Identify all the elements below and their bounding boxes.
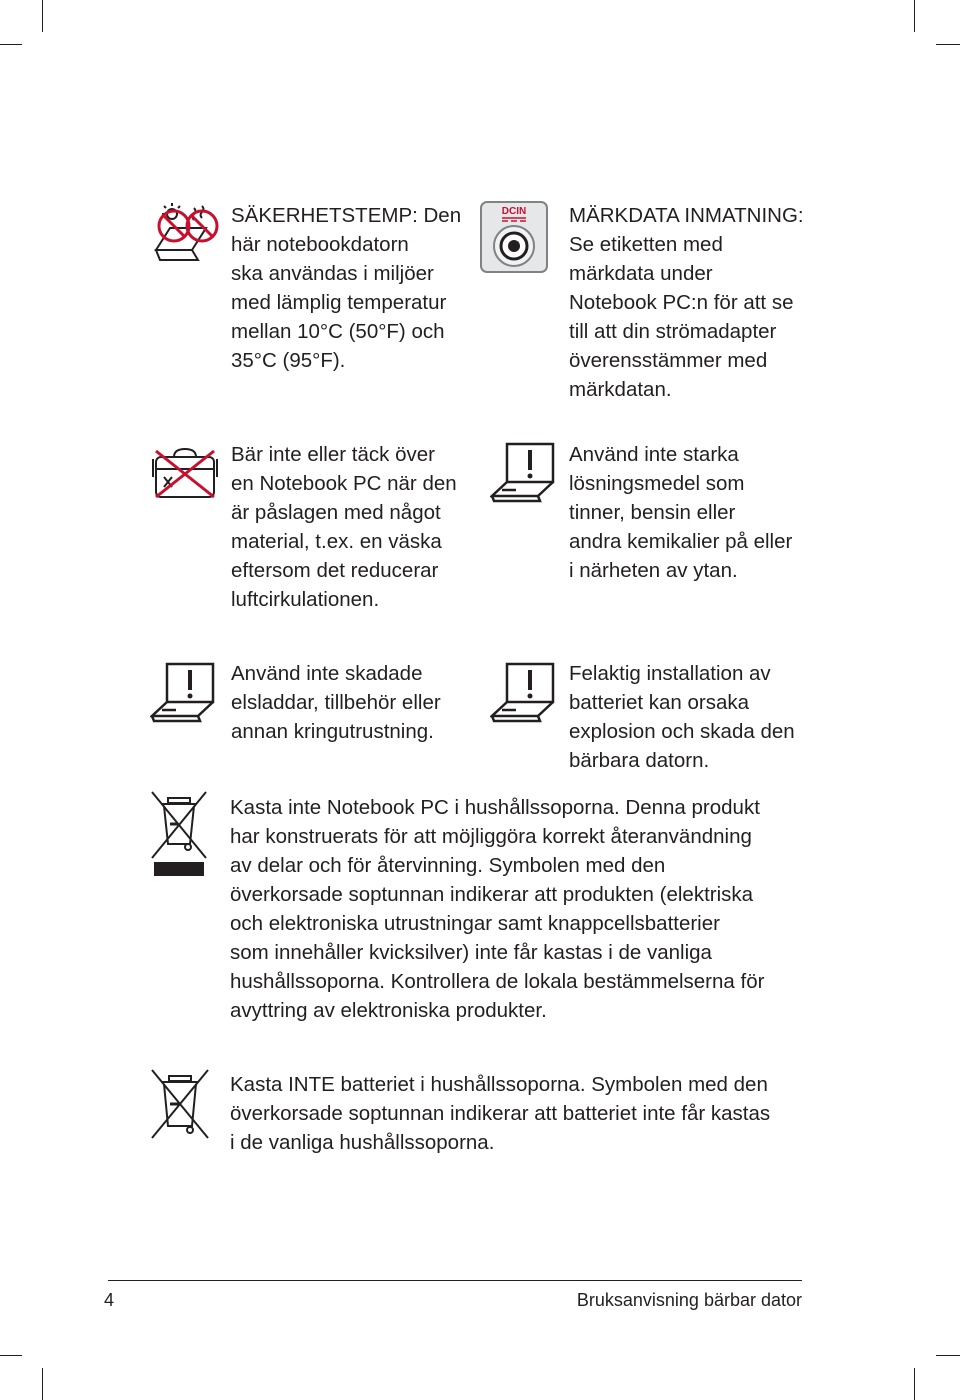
- note-line: elsladdar, tillbehör eller: [231, 691, 441, 714]
- weee-paragraph: [230, 793, 764, 1025]
- laptop-warning-icon: [150, 660, 220, 724]
- rating-note: [569, 201, 804, 404]
- temperature-warning-icon: [150, 200, 224, 272]
- note-line: luftcirkulationen.: [231, 588, 380, 611]
- para-line: överkorsade soptunnan indikerar att batteriet inte får kastas: [230, 1102, 771, 1125]
- dcin-label: DCIN: [501, 206, 527, 217]
- crop-mark: [0, 1355, 22, 1356]
- para-line: av delar och för återvinning. Symbolen med den: [230, 854, 666, 877]
- note-line: med lämplig temperatur: [231, 291, 447, 314]
- para-line: hushållssoporna. Kontrollera de lokala bestämmelserna för: [230, 970, 765, 993]
- crop-mark: [0, 44, 22, 45]
- note-line: ska användas i miljöer: [231, 262, 434, 285]
- note-line: till att din strömadapter: [569, 320, 777, 343]
- note-line: en Notebook PC när den: [231, 472, 457, 495]
- note-line: överensstämmer med: [569, 349, 768, 372]
- para-line: som innehåller kvicksilver) inte får kastas i de vanliga: [230, 941, 712, 964]
- note-line: Se etiketten med: [569, 233, 723, 256]
- footer-title: Bruksanvisning bärbar dator: [576, 1290, 802, 1310]
- dc-input-icon: [480, 201, 548, 273]
- note-line: här notebookdatorn: [231, 233, 409, 256]
- note-line: Använd inte skadade: [231, 662, 423, 685]
- crop-mark: [936, 1355, 960, 1356]
- note-line: tinner, bensin eller: [569, 501, 736, 524]
- para-line: Kasta INTE batteriet i hushållssoporna. Symbolen med den: [230, 1073, 768, 1096]
- para-line: överkorsade soptunnan indikerar att produkten (elektriska: [230, 883, 754, 906]
- note-line: annan kringutrustning.: [231, 720, 434, 743]
- note-line: explosion och skada den: [569, 720, 795, 743]
- laptop-warning-icon: [490, 660, 560, 724]
- temperature-note: [231, 201, 461, 375]
- para-line: avyttring av elektroniska produkter.: [230, 999, 547, 1022]
- note-line: i närheten av ytan.: [569, 559, 738, 582]
- note-line: material, t.ex. en väska: [231, 530, 442, 553]
- note-line: är påslagen med något: [231, 501, 441, 524]
- crop-mark: [936, 44, 960, 45]
- note-line: Bär inte eller täck över: [231, 443, 435, 466]
- note-line: 35°C (95°F).: [231, 349, 346, 372]
- note-line: lösningsmedel som: [569, 472, 745, 495]
- note-line: märkdatan.: [569, 378, 672, 401]
- note-line: Felaktig installation av: [569, 662, 771, 685]
- footer-rule: [108, 1280, 802, 1281]
- note-line: eftersom det reducerar: [231, 559, 439, 582]
- cover-note: [231, 440, 457, 614]
- crossed-out-bin-icon: [150, 790, 210, 878]
- para-line: Kasta inte Notebook PC i hushållssoporna. Denna produkt: [230, 796, 760, 819]
- solvent-note: [569, 440, 792, 585]
- crop-mark: [914, 1368, 915, 1400]
- battery-install-note: [569, 659, 795, 775]
- battery-bin-paragraph: [230, 1070, 770, 1157]
- crop-mark: [914, 0, 915, 32]
- para-line: har konstruerats för att möjliggöra korrekt återanvändning: [230, 825, 752, 848]
- note-line: batteriet kan orsaka: [569, 691, 750, 714]
- para-line: och elektroniska utrustningar samt knappcellsbatterier: [230, 912, 720, 935]
- note-line: bärbara datorn.: [569, 749, 710, 772]
- note-line: mellan 10°C (50°F) och: [231, 320, 445, 343]
- crop-mark: [42, 1368, 43, 1400]
- page-number: 4: [104, 1290, 115, 1310]
- no-bag-cover-icon: [152, 447, 218, 501]
- note-line: märkdata under: [569, 262, 713, 285]
- note-line: Använd inte starka: [569, 443, 739, 466]
- crop-mark: [42, 0, 43, 32]
- note-line: SÄKERHETSTEMP: Den: [231, 204, 462, 227]
- para-line: i de vanliga hushållssoporna.: [230, 1131, 495, 1154]
- crossed-out-bin-icon: [150, 1068, 212, 1140]
- laptop-warning-icon: [490, 440, 560, 504]
- note-line: Notebook PC:n för att se: [569, 291, 794, 314]
- cords-note: [231, 659, 441, 746]
- note-line: MÄRKDATA INMATNING:: [569, 204, 804, 227]
- note-line: andra kemikalier på eller: [569, 530, 793, 553]
